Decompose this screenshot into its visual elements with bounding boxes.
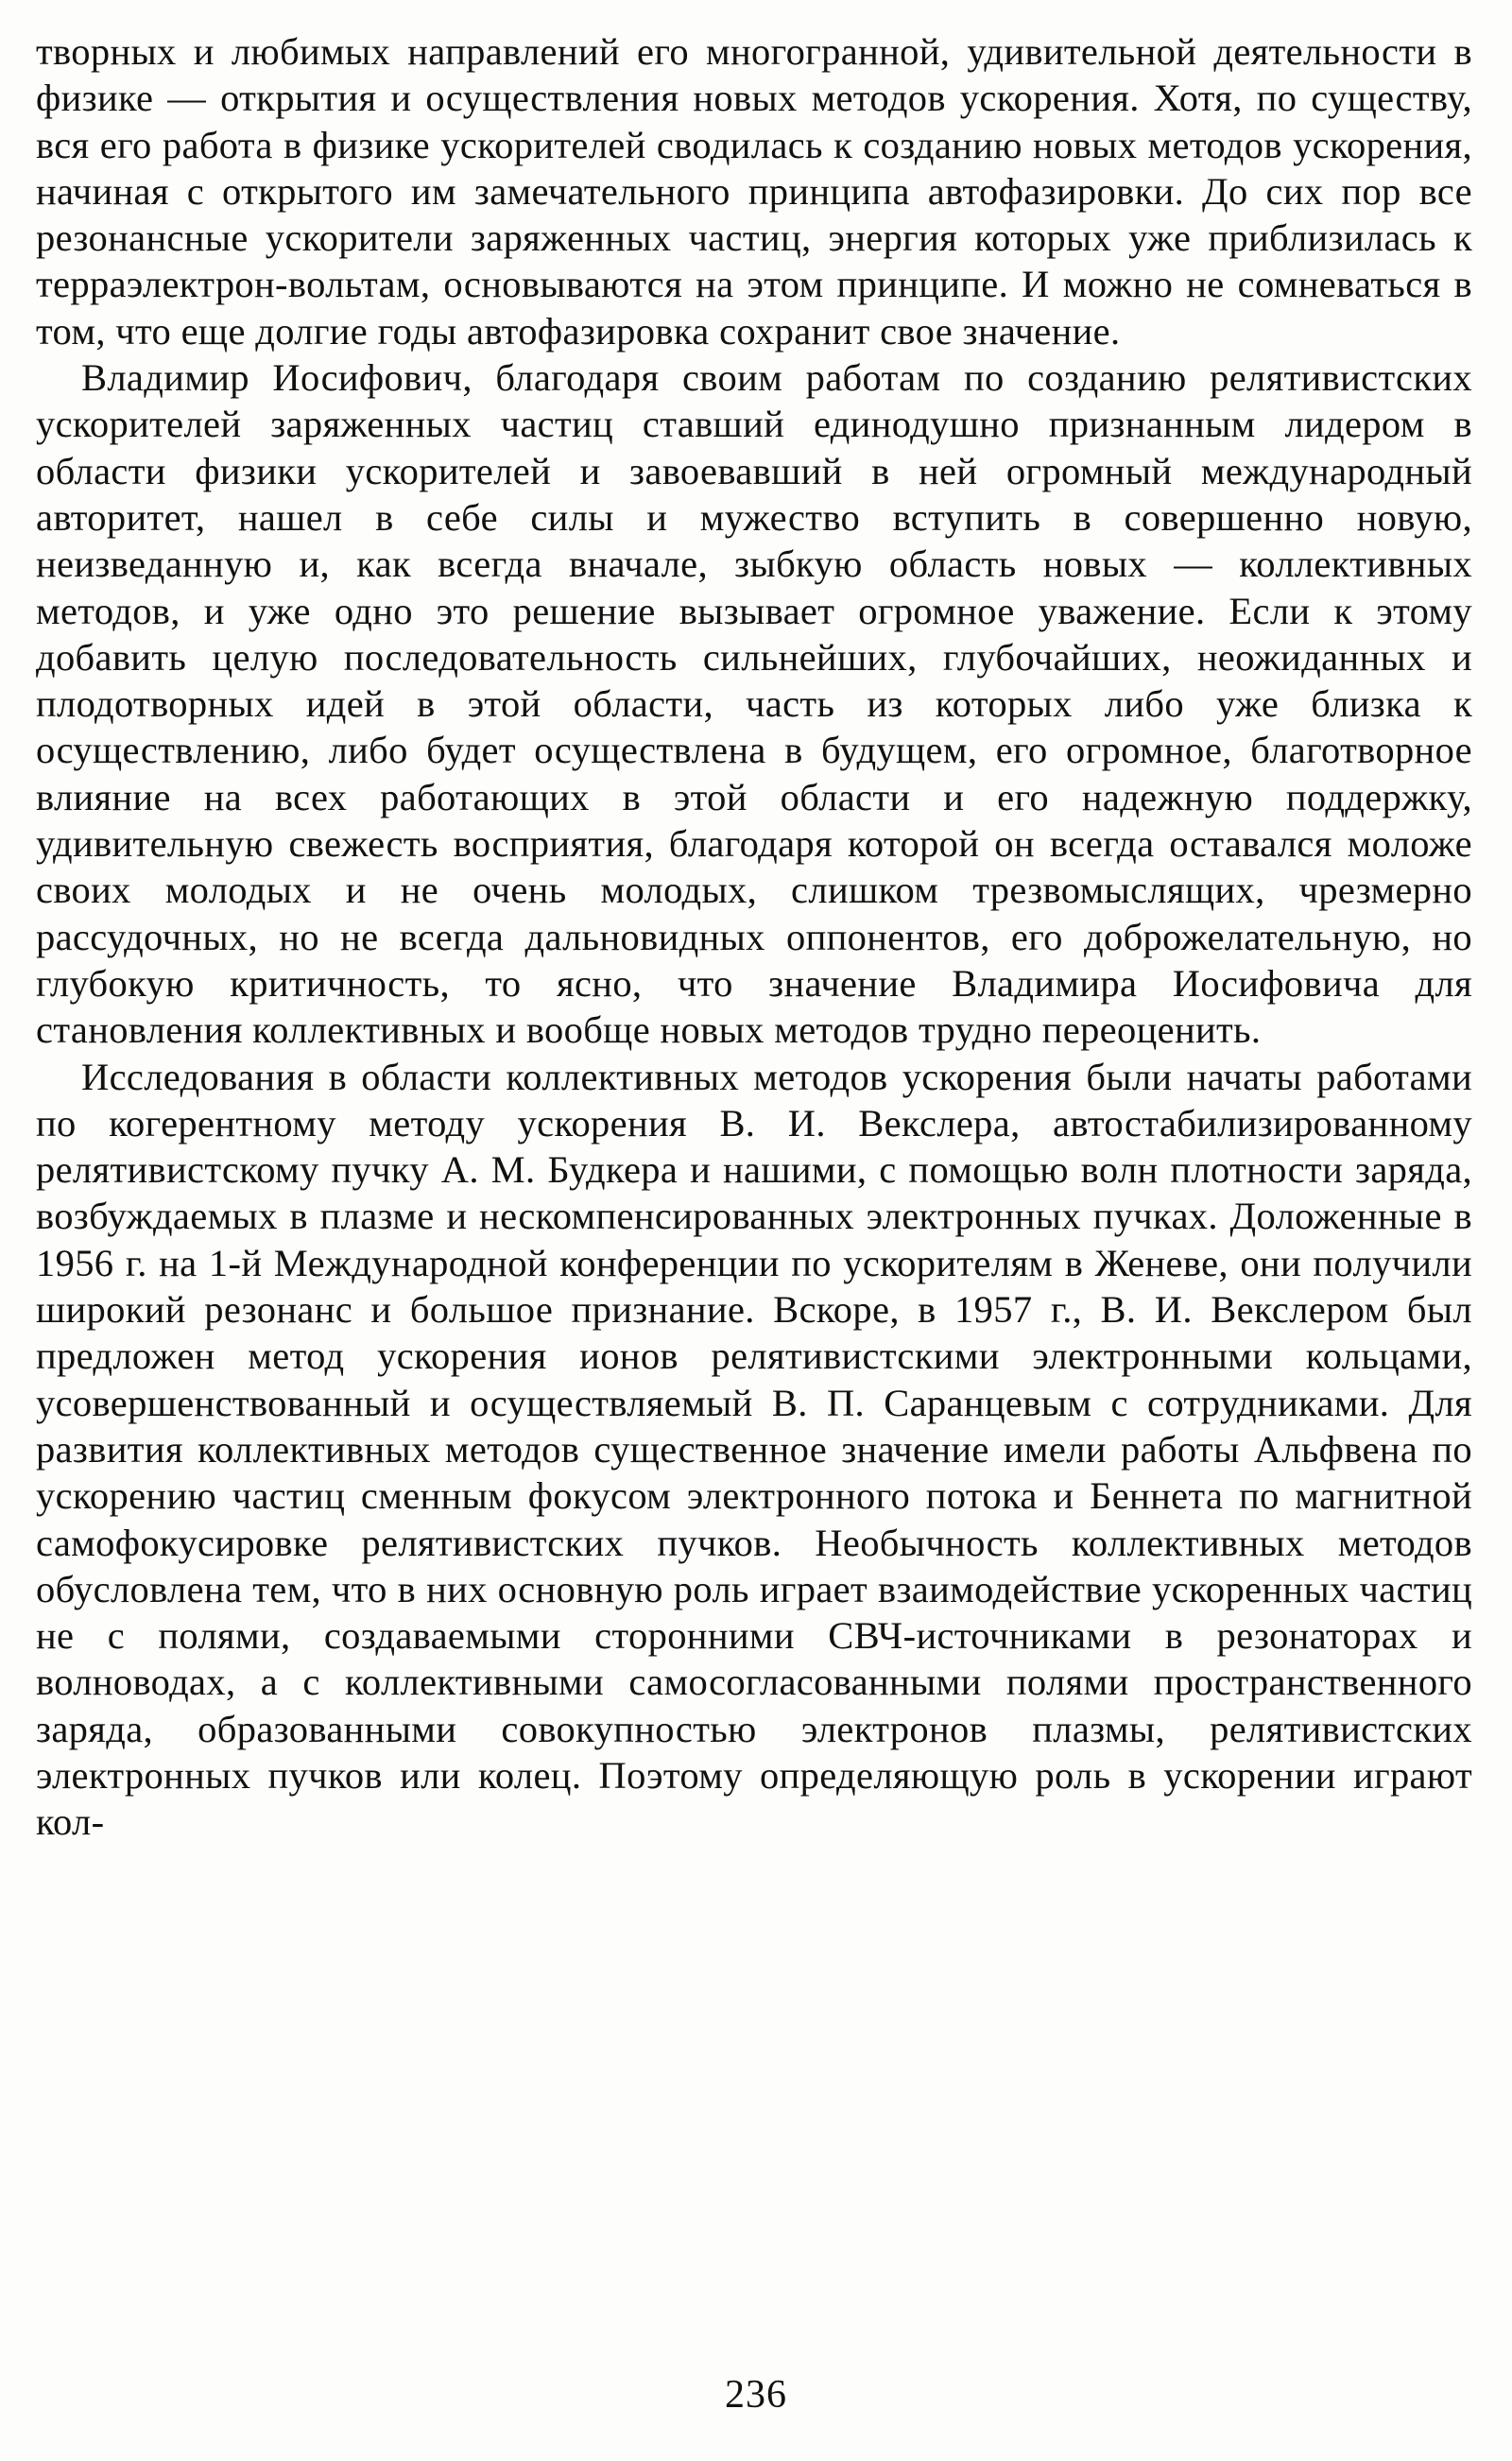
page-body-text [36, 28, 1472, 1846]
paragraph-continuation: творных и любимых направлений его многогранной, удивительной деятельности в физике — открытия и осуществления новых методов ускорения. Хотя, по существу, вся его работа в физике ускорителей сводилась к созданию новых методов ускорения, начиная с открытого им замечательного принципа автофазировки. До сих пор все резонансные ускорители заряженных частиц, энергия которых уже приблизилась к терраэлектрон-вольтам, основываются на этом принципе. И можно не сомневаться в том, что еще долгие годы автофазировка сохранит свое значение. [36, 30, 1472, 353]
paragraph-veksler-leadership: Владимир Иосифович, благодаря своим работам по созданию релятивистских ускорителей заряженных частиц ставший единодушно признанным лидером в области физики ускорителей и завоевавший в ней огромный международный авторитет, нашел в себе силы и мужество вступить в совершенно новую, неизведанную и, как всегда вначале, зыбкую область новых — коллективных методов, и уже одно это решение вызывает огромное уважение. Если к этому добавить целую последовательность сильнейших, глубочайших, неожиданных и плодотворных идей в этой области, часть из которых либо уже близка к осуществлению, либо будет осуществлена в будущем, его огромное, благотворное влияние на всех работающих в этой области и его надежную поддержку, удивительную свежесть восприятия, благодаря которой он всегда оставался моложе своих молодых и не очень молодых, слишком трезвомыслящих, чрезмерно рассудочных, но не всегда дальновидных оппонентов, его доброжелательную, но глубокую критичность, то ясно, что значение Владимира Иосифовича для становления коллективных и вообще новых методов трудно переоценить. [36, 356, 1472, 1052]
page-number: 236 [725, 2373, 787, 2417]
paragraph-collective-methods: Исследования в области коллективных методов ускорения были начаты работами по когерентному методу ускорения В. И. Векслера, автостабилизированному релятивистскому пучку А. М. Будкера и нашими, с помощью волн плотности заряда, возбуждаемых в плазме и нескомпенсированных электронных пучках. Доложенные в 1956 г. на 1-й Международной конференции по ускорителям в Женеве, они получили широкий резонанс и большое признание. Вскоре, в 1957 г., В. И. Векслером был предложен метод ускорения ионов релятивистскими электронными кольцами, усовершенствованный и осуществляемый В. П. Саранцевым с сотрудниками. Для развития коллективных методов существенное значение имели работы Альфвена по ускорению частиц сменным фокусом электронного потока и Беннета по магнитной самофокусировке релятивистских пучков. Необычность коллективных методов обусловлена тем, что в них основную роль играет взаимодействие ускоренных частиц не с полями, создаваемыми сторонними СВЧ-источниками в резонаторах и волноводах, а с коллективными самосогласованными полями пространственного заряда, образованными совокупностью электронов плазмы, релятивистских электронных пучков или колец. Поэтому определяющую роль в ускорении играют кол- [36, 1055, 1472, 1844]
